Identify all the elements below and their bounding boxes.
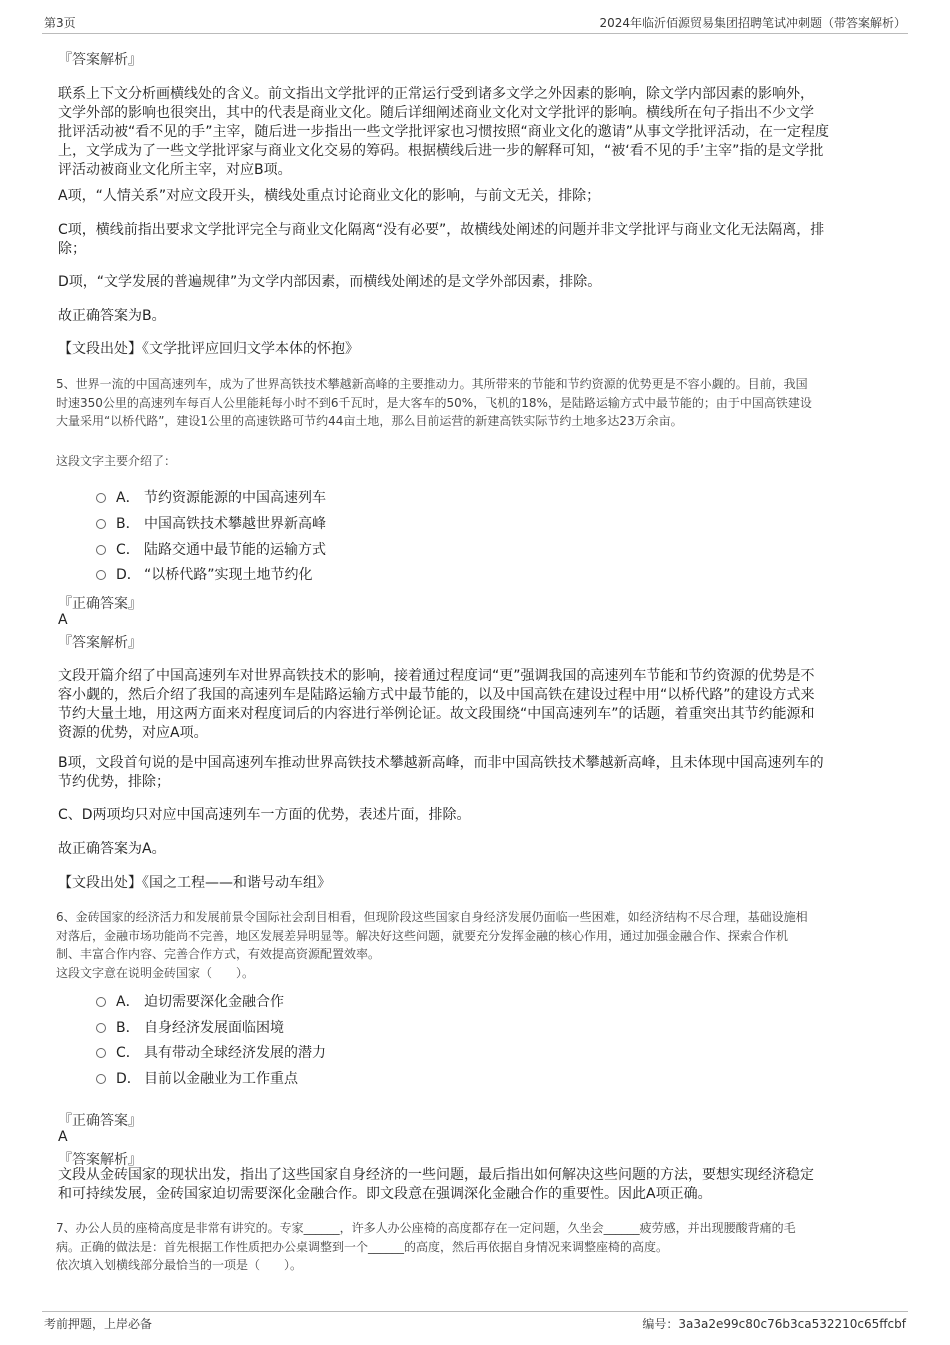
radio-button-icon[interactable] (96, 545, 106, 555)
correct-answer-value: A (58, 1129, 68, 1145)
option-text: 中国高铁技术攀越世界新高峰 (144, 516, 326, 532)
option-letter: A． (116, 490, 140, 506)
option-letter: A． (116, 994, 140, 1010)
option-d[interactable] (96, 1068, 396, 1088)
analysis-paragraph: C项，横线前指出要求文学批评完全与商业文化隔离“没有必要”，故横线处阐述的问题并非文学批评与商业文化无法隔离，排 除； (58, 222, 825, 257)
answer-analysis-label: 『答案解析』 (58, 1152, 142, 1168)
option-d[interactable] (96, 564, 396, 584)
option-text: 具有带动全球经济发展的潜力 (144, 1045, 326, 1061)
option-text: 目前以金融业为工作重点 (144, 1071, 298, 1087)
option-c[interactable] (96, 539, 396, 559)
header-divider (42, 33, 908, 34)
radio-button-icon[interactable] (96, 1074, 106, 1084)
correct-answer-label: 『正确答案』 (58, 596, 142, 612)
radio-button-icon[interactable] (96, 519, 106, 529)
option-letter: D． (116, 1071, 141, 1087)
radio-button-icon[interactable] (96, 570, 106, 580)
answer-analysis-label: 『答案解析』 (58, 52, 142, 68)
passage-source: 【文段出处】《国之工程——和谐号动车组》 (58, 875, 331, 891)
option-letter: B． (116, 1020, 140, 1036)
option-b[interactable] (96, 513, 396, 533)
analysis-paragraph: B项，文段首句说的是中国高速列车推动世界高铁技术攀越新高峰，而非中国高铁技术攀越新高峰，且未体现中国高速列车的 节约优势，排除； (58, 755, 824, 790)
option-c[interactable] (96, 1042, 396, 1062)
radio-button-icon[interactable] (96, 493, 106, 503)
correct-answer-label: 『正确答案』 (58, 1113, 142, 1129)
analysis-paragraph: A项，“人情关系”对应文段开头，横线处重点讨论商业文化的影响，与前文无关，排除； (58, 188, 601, 204)
correct-answer-value: A (58, 612, 68, 628)
analysis-paragraph: D项，“文学发展的普遍规律”为文学内部因素，而横线处阐述的是文学外部因素，排除。 (58, 274, 602, 290)
document-title: 2024年临沂佰源贸易集团招聘笔试冲刺题（带答案解析） (599, 16, 906, 30)
option-a[interactable] (96, 487, 396, 507)
option-text: 迫切需要深化金融合作 (144, 994, 284, 1010)
answer-analysis-label: 『答案解析』 (58, 635, 142, 651)
document-id: 编号：3a3a2e99c80c76b3ca532210c65ffcbf (642, 1317, 906, 1331)
option-text: “以桥代路”实现土地节约化 (144, 567, 313, 583)
answer-conclusion: 故正确答案为A。 (58, 841, 166, 857)
option-b[interactable] (96, 1017, 396, 1037)
analysis-paragraph: 文段开篇介绍了中国高速列车对世界高铁技术的影响，接着通过程度词“更”强调我国的高速列车节能和节约资源的优势是不 容小觑的，然后介绍了我国的高速列车是陆路运输方式中最节能的，以及中国高铁在建设过程中用“以桥代路”的建设方式来 节约大量土地，用这两方面来对程度词后的内容进行举例论证。故文段围绕“中国高速列车”的话题，着重突出其节约能源和 资源的优势，对应A项。 (58, 668, 815, 741)
question-stem: 6、金砖国家的经济活力和发展前景令国际社会刮目相看，但现阶段这些国家自身经济发展仍面临一些困难，如经济结构不尽合理，基础设施相 对落后，金融市场功能尚不完善，地区发展差异明显等。解决好这些问题，就要充分发挥金融的核心作用，通过加强金融合作、探索合作机 制、丰富合作内容、完善合作方式，有效提高资源配置效率。 这段文字意在说明金砖国家（ ）。 (56, 910, 808, 980)
question-stem: 7、办公人员的座椅高度是非常有讲究的。专家______，许多人办公座椅的高度都存在一定问题，久坐会______疲劳感，并出现腰酸背痛的毛 病。正确的做法是：首先根据工作性质把办公桌调整到一个______的高度，然后再依据自身情况来调整座椅的高度。 依次填入划横线部分最恰当的一项是（ ）。 (56, 1221, 796, 1272)
page-number: 第3页 (44, 16, 76, 30)
analysis-paragraph: 联系上下文分析画横线处的含义。前文指出文学批评的正常运行受到诸多文学之外因素的影响，除文学内部因素的影响外， 文学外部的影响也很突出，其中的代表是商业文化。随后详细阐述商业文化对文学批评的影响。横线所在句子指出不少文学 批评活动被“看不见的手”主宰，随后进一步指出一些文学批评家也习惯按照“商业文化的邀请”从事文学批评活动，在一定程度 上，文学成为了一些文学批评家与商业文化交易的筹码。根据横线后进一步的解释可知，“被‘看不见的手’主宰”指的是文学批 评活动被商业文化所主宰，对应B项。 (58, 86, 830, 178)
passage-source: 【文段出处】《文学批评应回归文学本体的怀抱》 (58, 341, 359, 357)
option-letter: D． (116, 567, 141, 583)
option-a[interactable] (96, 991, 396, 1011)
option-letter: C． (116, 542, 140, 558)
radio-button-icon[interactable] (96, 997, 106, 1007)
question-prompt: 这段文字主要介绍了： (56, 454, 177, 468)
footer-divider (42, 1311, 908, 1312)
radio-button-icon[interactable] (96, 1023, 106, 1033)
option-text: 陆路交通中最节能的运输方式 (144, 542, 326, 558)
analysis-paragraph: 文段从金砖国家的现状出发，指出了这些国家自身经济的一些问题，最后指出如何解决这些问题的方法，要想实现经济稳定 和可持续发展，金砖国家迫切需要深化金融合作。即文段意在强调深化金融合作的重要性。因此A项正确。 (58, 1167, 814, 1202)
question-stem: 5、世界一流的中国高速列车，成为了世界高铁技术攀越新高峰的主要推动力。其所带来的节能和节约资源的优势更是不容小觑的。目前，我国 时速350公里的高速列车每百人公里能耗每小时不到6千瓦时，是大客车的50%，飞机的18%，是陆路运输方式中最节能的；由于中国高铁建设 大量采用“以桥代路”，建设1公里的高速铁路可节约44亩土地，那么目前运营的新建高铁实际节约土地多达23万余亩。 (56, 377, 812, 428)
radio-button-icon[interactable] (96, 1048, 106, 1058)
footer-slogan: 考前押题，上岸必备 (44, 1317, 153, 1331)
option-text: 节约资源能源的中国高速列车 (144, 490, 326, 506)
option-letter: B． (116, 516, 140, 532)
option-letter: C． (116, 1045, 140, 1061)
option-text: 自身经济发展面临困境 (144, 1020, 284, 1036)
analysis-paragraph: C、D两项均只对应中国高速列车一方面的优势，表述片面，排除。 (58, 807, 471, 823)
answer-conclusion: 故正确答案为B。 (58, 308, 166, 324)
